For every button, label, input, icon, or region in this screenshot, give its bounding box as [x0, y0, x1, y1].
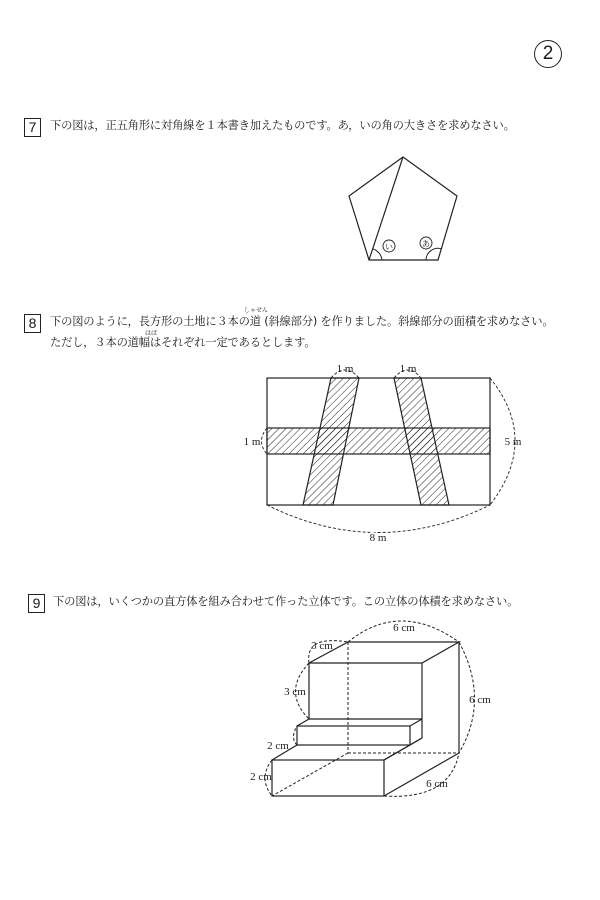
- angle-label-a: あ: [422, 239, 430, 249]
- question-7-number: 7: [24, 118, 41, 137]
- label-bottom-depth: 6 cm: [426, 778, 448, 790]
- question-9-number: 9: [28, 594, 45, 613]
- page-number: 2: [534, 40, 562, 68]
- label-lower-height: 2 cm: [250, 771, 272, 783]
- label-step-height: 2 cm: [267, 740, 289, 752]
- road-figure: [244, 363, 522, 544]
- label-total-height: 6 cm: [469, 694, 491, 706]
- label-top-width: 6 cm: [393, 622, 415, 634]
- label-road-width-horizontal: 1 m: [243, 436, 261, 448]
- question-8-text-line2: ただし，３本の道幅はそれぞれ一定であるとします。: [50, 336, 316, 349]
- angle-label-i: い: [385, 242, 393, 252]
- question-7-text: 下の図は，正五角形に対角線を１本書き加えたものです。あ，いの角の大きさを求めなさい。: [50, 119, 515, 132]
- question-8-text-line1: 下の図のように，長方形の土地に３本の道 (斜線部分) を作りました。斜線部分の面積を求めなさい。: [50, 315, 554, 328]
- label-upper-height: 3 cm: [284, 686, 306, 698]
- question-9-text: 下の図は，いくつかの直方体を組み合わせて作った立体です。この立体の体積を求めなさい。: [53, 595, 519, 608]
- solid-figure: [265, 621, 475, 796]
- question-8-number: 8: [24, 314, 41, 333]
- label-width: 8 m: [369, 532, 387, 544]
- label-road-width-right: 1 m: [399, 363, 417, 375]
- label-road-width-left: 1 m: [336, 363, 354, 375]
- ruby-shasen: しゃせん: [244, 307, 269, 314]
- label-top-depth: 3 cm: [311, 640, 333, 652]
- ruby-haba: はば: [145, 330, 158, 337]
- label-height: 5 m: [504, 436, 522, 448]
